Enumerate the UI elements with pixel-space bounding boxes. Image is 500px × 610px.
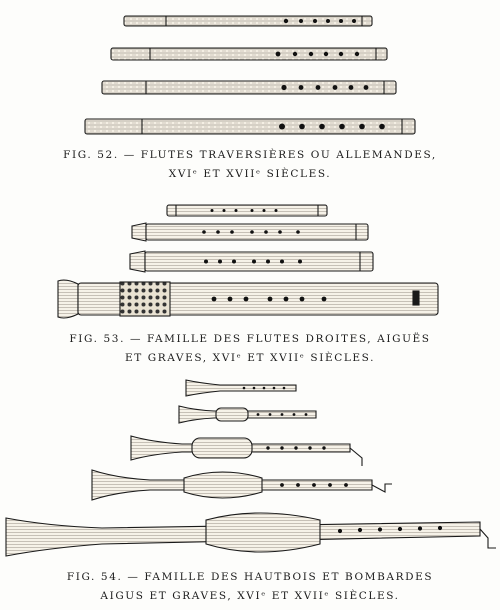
recorder-bass (58, 280, 438, 318)
shawm-tenor (92, 470, 392, 500)
fig52-caption-line-1: FIG. 52. — FLUTES TRAVERSIÈRES OU ALLEMANDES, (63, 149, 437, 161)
transverse-flute-2 (111, 48, 387, 60)
shawm-soprano (179, 406, 316, 423)
recorder-soprano (167, 205, 327, 216)
fig52-caption (0, 146, 500, 184)
fig53-recorders (58, 205, 438, 318)
fig54-caption (0, 568, 500, 606)
transverse-flute-3 (102, 81, 396, 94)
fig53-caption (0, 330, 500, 368)
fig52-flutes (85, 16, 415, 134)
fig54-shawms (6, 380, 496, 556)
transverse-flute-1 (124, 16, 372, 26)
recorder-tenor (130, 251, 373, 272)
transverse-flute-4 (85, 119, 415, 134)
fig54-caption-line-1: FIG. 54. — FAMILLE DES HAUTBOIS ET BOMBARDES (66, 571, 434, 583)
recorder-alto (132, 223, 368, 241)
bombarde-bass (6, 513, 496, 556)
fig53-caption-line-2: ET GRAVES, XVIᵉ ET XVIIᵉ SIÈCLES. (124, 352, 376, 364)
shawm-sopranino (186, 380, 296, 396)
shawm-alto (131, 436, 362, 466)
fig52-caption-line-2: XVIᵉ ET XVIIᵉ SIÈCLES. (168, 168, 332, 180)
fig53-caption-line-1: FIG. 53. — FAMILLE DES FLUTES DROITES, AIGUËS (69, 333, 431, 345)
fig54-caption-line-2: AIGUS ET GRAVES, XVIᵉ ET XVIIᵉ SIÈCLES. (100, 590, 400, 602)
